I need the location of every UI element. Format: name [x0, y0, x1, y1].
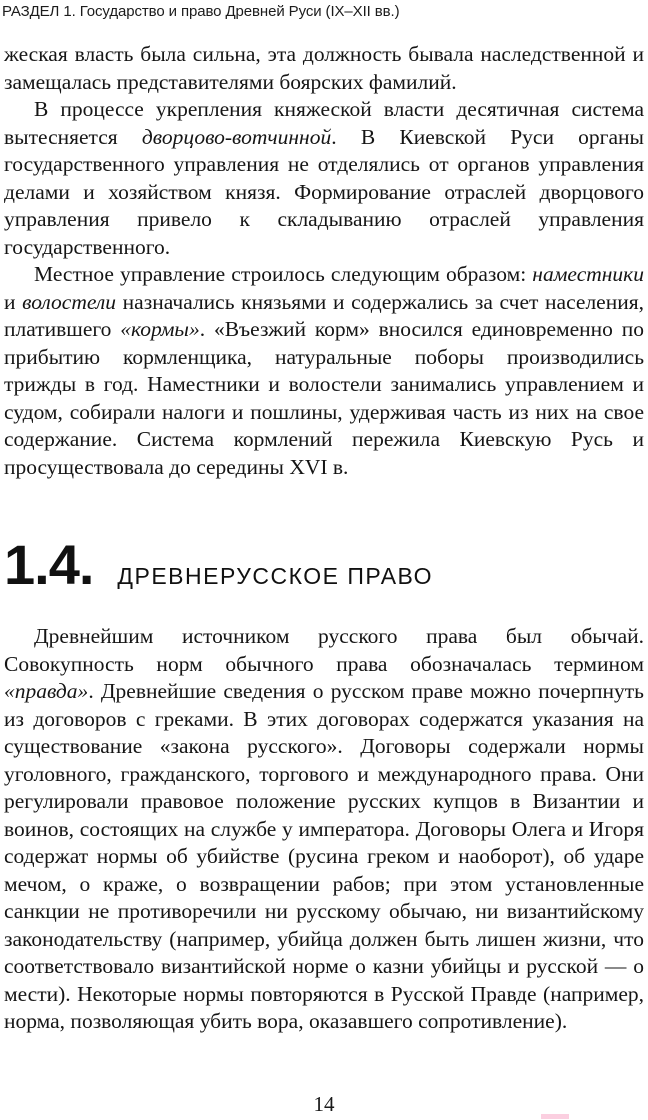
text-run: назначались князьями и содержались за счет населения, платившего	[4, 289, 644, 341]
running-header: РАЗДЕЛ 1. Государство и право Древней Руси (IX–XII вв.)	[2, 3, 400, 20]
body-text	[4, 41, 644, 1036]
italic-term: «правда»	[4, 679, 89, 703]
pink-highlight-bar	[541, 1114, 569, 1119]
text-run: . В Киевской Руси органы государственного управления не отделялись от органов управления делами и хозяйством князя. Формирование отраслей дворцового управления привело к складыванию отраслей управления государственного.	[4, 124, 644, 259]
italic-term: волостели	[22, 289, 117, 314]
text-run: Местное управление строилось следующим образом:	[34, 262, 533, 286]
section-title: ДРЕВНЕРУССКОЕ ПРАВО	[117, 563, 434, 589]
text-run: . Древнейшие сведения о русском праве можно почерпнуть из договоров с греками. В этих договорах содержатся указания на существование «закона русского». Договоры содержали нормы уголовного, гражданского, торгового и международного права. Они регулировали правовое положение русских купцов в Византии и воинов, состоящих на службе у императора. Договоры Олега и Игоря содержат нормы об убийстве (русина греком и наоборот), об ударе мечом, о краже, о возвращении рабов; при этом установленные санкции не противоречили ни русскому обычаю, ни византийскому законодательству (например, убийца должен быть лишен жизни, что соответствовало византийской норме о казни убийцы и русской — о мести). Некоторые нормы повторяются в Русской Правде (например, норма, позволяющая убить вора, оказавшего сопротивление).	[4, 679, 644, 1033]
section-heading	[4, 533, 644, 596]
section-number: 1.4.	[4, 533, 94, 596]
paragraph	[4, 623, 644, 1036]
text-run: В процессе укрепления княжеской власти десятичная система вытесняется	[4, 97, 644, 149]
paragraph	[4, 261, 644, 481]
text-run: Древнейшим источником русского права был обычай. Совокупность норм обычного права обозначалась термином	[4, 624, 644, 676]
italic-term: «кормы»	[120, 317, 200, 341]
paragraph	[4, 96, 644, 261]
text-run: и	[4, 289, 23, 314]
text-run: . «Въезжий корм» вносился единовременно по прибытию кормленщика, натуральные поборы производились трижды в год. Наместники и волостели занимались управлением и судом, собирали налоги и пошлины, удерживая часть из них на свое содержание. Система кормлений пережила Киевскую Русь и просуществовала до середины XVI в.	[4, 317, 645, 479]
page-number: 14	[313, 1092, 335, 1116]
italic-term: наместники	[532, 262, 644, 286]
text-run: жеская власть была сильна, эта должность бывала наследственной и замещалась представителями боярских фамилий.	[4, 42, 644, 94]
paragraph-continuation	[4, 41, 644, 96]
italic-term: дворцово-вотчинной	[141, 124, 332, 149]
